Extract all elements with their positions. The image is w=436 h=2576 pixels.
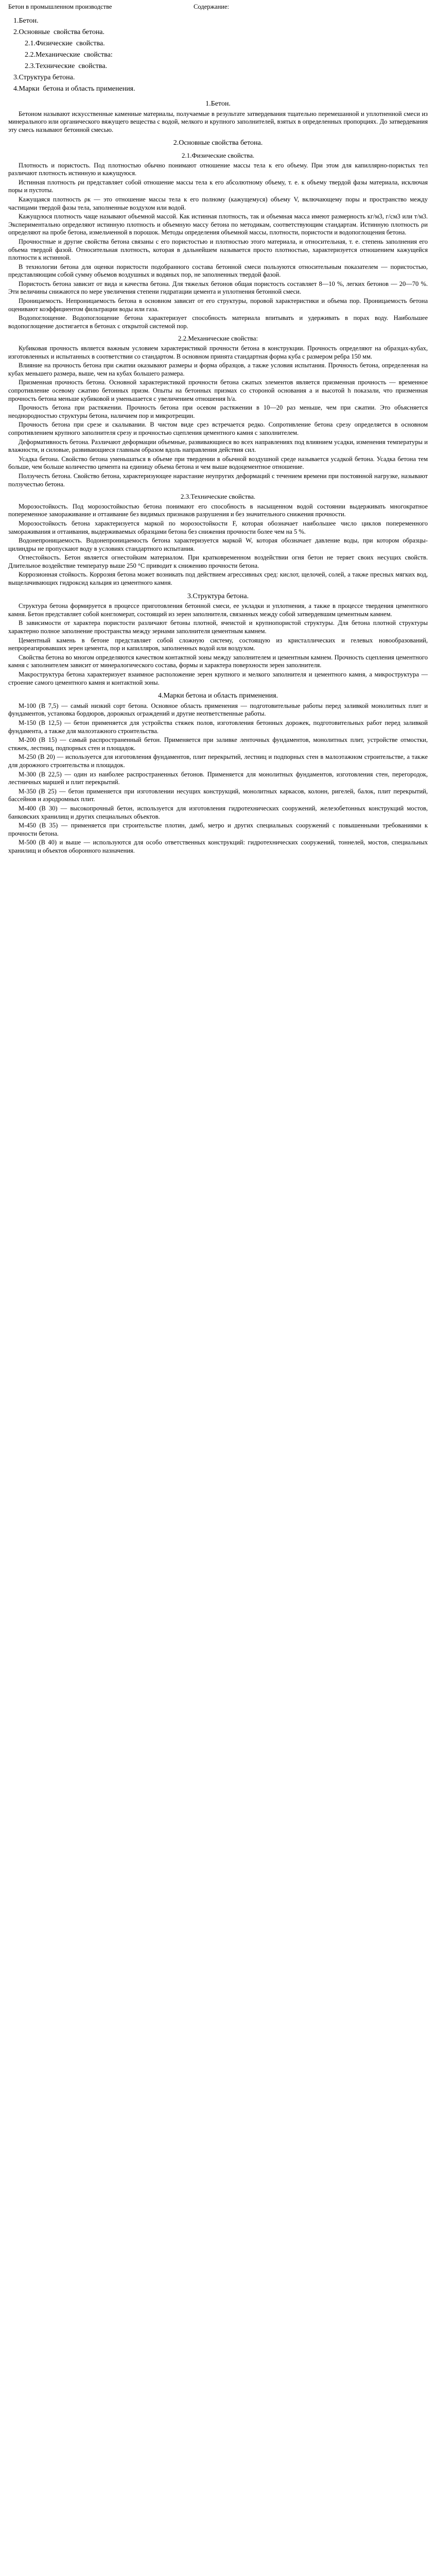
toc-item: 2.3.Технические свойства. [25,62,108,70]
paragraph: Проницаемость. Непроницаемость бетона в основном зависит от его структуры, поровой характеристики и объема пор. Проницаемость бетона оценивают коэффициентом фильтрации воды или газа. [8,297,428,313]
document-body [8,100,428,855]
paragraph: М-200 (В 15) — самый распространенный бетон. Применяется при заливке ленточных фундаментов, монолитных плит, устройстве отмостки, стяжек, лестниц, подпорных стен и площадок. [8,736,428,752]
paragraph: Морозостойкость бетона характеризуется маркой по морозостойкости F, которая обозначает наибольшее число циклов попеременного замораживания и оттаивания, выдерживаемых образцами бетона без снижения прочности более чем на 5 %. [8,519,428,535]
paragraph: М-350 (В 25) — бетон применяется при изготовлении несущих конструкций, монолитных каркасов, колонн, ригелей, балок, плит перекрытий, бассейнов и аэродромных плит. [8,787,428,803]
section-heading: 1.Бетон. [205,100,231,108]
paragraph: Огнестойкость. Бетон является огнестойким материалом. При кратковременном воздействии огня бетон не теряет своих несущих свойств. Длительное воздействие температур выше 250 °C приводит к снижению прочности бетона. [8,554,428,569]
toc-item: 1.Бетон. [13,17,39,25]
paragraph: М-100 (В 7,5) — самый низкий сорт бетона. Основное область применения — подготовительные работы перед заливкой монолитных плит и фундаментов, установка бордюров, дорожных ограждений и другие неответственные работы. [8,702,428,718]
paragraph: В технологии бетона для оценки пористости подобранного состава бетонной смеси пользуются относительным показателем — пористостью, представляющим собой сумму объемов воздушных и водяных пор, не заполненных твердой фазой. [8,263,428,279]
paragraph: Водопоглощение. Водопоглощение бетона характеризует способность материала впитывать и удерживать в порах воду. Наибольшее водопоглощение достигается в бетонах с открытой системой пор. [8,314,428,330]
section-heading: 2.Основные свойства бетона. [173,139,263,147]
paragraph: Прочность бетона при срезе и скалывании. В чистом виде срез встречается редко. Сопротивление бетона срезу определяется в основном сопротивлением крупного заполнителя срезу и прочностью сцепления цементного камня с заполнителем. [8,421,428,436]
paragraph: Свойства бетона во многом определяются качеством контактной зоны между заполнителем и цементным камнем. Прочность сцепления цементного камня с заполнителем зависит от минералогического состава, формы и характера поверхности зерен заполнителя. [8,653,428,669]
paragraph: Влияние на прочность бетона при сжатии оказывают размеры и форма образцов, а также условия испытания. Прочность бетона, определенная на кубах меньшего размера, выше, чем на кубах большего размера. [8,362,428,377]
paragraph: В зависимости от характера пористости различают бетоны плотной, ячеистой и крупнопористой структуры. Для бетона плотной структуры характерно полное заполнение пространства между зернами заполнителя цементным камнем. [8,619,428,635]
paragraph: Кубиковая прочность является важным условием характеристикой прочности бетона в конструкции. Прочность определяют на образцах-кубах, изготовленных и испытанных в соответствии со стандартом. В основном принята стандартная форма куба с размером ребра 150 мм. [8,345,428,360]
section-heading: 2.1.Физические свойства. [181,151,255,159]
toc-item: 2.2.Механические свойства: [25,51,113,59]
paragraph: Прочностные и другие свойства бетона связаны с его пористостью и плотностью этого материала, и относительная, т. е. степень заполнения его объема твердой фазой. Относительная плотность, которая в дальнейшем называется просто плотностью, характеризуется отношением кажущейся плотности к истинной. [8,238,428,262]
paragraph: Структура бетона формируется в процессе приготовления бетонной смеси, ее укладки и уплотнения, а также в процессе твердения цементного камня. Бетон представляет собой конгломерат, состоящий из зерен заполнителя, связанных между собой затвердевшим цементным камнем. [8,602,428,618]
document-title: Бетон в промышленном производстве [8,3,112,10]
paragraph: Кажущуюся плотность чаще называют объемной массой. Как истинная плотность, так и объемная масса имеют размерность кг/м3, г/см3 или т/м3. Экспериментально определяют истинную плотность и объемную массу бетона по методикам, соответствующим стандартам. Истинную плотность ρи определяют на пробе бетона, измельченной в порошок. Методы определения объемной массы, плотности, пористости и водопоглощения бетона. [8,213,428,236]
paragraph: Призменная прочность бетона. Основной характеристикой прочности бетона сжатых элементов является призменная прочность — временное сопротивление осевому сжатию бетонных призм. Опыты на бетонных призмах со стороной основания a и высотой h показали, что призменная прочность бетона меньше кубиковой и уменьшается с увеличением отношения h/a. [8,379,428,402]
table-of-contents [8,15,428,95]
paragraph: М-250 (В 20) — используется для изготовления фундаментов, плит перекрытий, лестниц и подпорных стен в малоэтажном строительстве, а также для дорожного строительства и площадок. [8,753,428,769]
paragraph: Бетоном называют искусственные каменные материалы, получаемые в результате затвердевания тщательно перемешанной и уплотненной смеси из минерального или органического вяжущего вещества с водой, мелкого и крупного заполнителей, взятых в определенных пропорциях. До затвердевания эту смесь называют бетонной смесью. [8,110,428,133]
contents-heading: Содержание: [194,3,229,10]
paragraph: М-400 (В 30) — высокопрочный бетон, используется для изготовления гидротехнических сооружений, железобетонных конструкций мостов, банковских хранилищ и других специальных объектов. [8,804,428,820]
document-header [8,3,428,12]
paragraph: М-450 (В 35) — применяется при строительстве плотин, дамб, метро и других специальных сооружений с повышенными требованиями к прочности бетона. [8,822,428,837]
paragraph: Прочность бетона при растяжении. Прочность бетона при осевом растяжении в 10—20 раз меньше, чем при сжатии. Это объясняется неоднородностью структуры бетона, наличием пор и микротрещин. [8,404,428,419]
paragraph: Морозостойкость. Под морозостойкостью бетона понимают его способность в насыщенном водой состоянии выдерживать многократное попеременное замораживание и оттаивание без видимых признаков разрушения и без значительного снижения прочности. [8,502,428,518]
section-heading: 2.3.Технические свойства. [180,493,256,501]
paragraph: Деформативность бетона. Различают деформации объемные, развивающиеся во всех направлениях под влиянием усадки, изменения температуры и влажности, и силовые, развивающиеся главным образом вдоль направления действия сил. [8,438,428,454]
section-heading: 2.2.Механические свойства: [178,334,258,343]
paragraph: Ползучесть бетона. Свойство бетона, характеризующее нарастание неупругих деформаций с течением времени при постоянной нагрузке, называют ползучестью бетона. [8,472,428,488]
section-heading: 3.Структура бетона. [187,592,249,600]
paragraph: М-500 (В 40) и выше — используются для особо ответственных конструкций: гидротехнических сооружений, тоннелей, мостов, специальных хранилищ и объектов оборонного назначения. [8,839,428,854]
paragraph: Цементный камень в бетоне представляет собой сложную систему, состоящую из кристаллических и гелевых новообразований, непрореагировавших зерен цемента, пор и капилляров, заполненных водой или воздухом. [8,636,428,652]
paragraph: Макроструктура бетона характеризует взаимное расположение зерен крупного и мелкого заполнителя и цементного камня, а микроструктура — строение самого цементного камня и контактной зоны. [8,671,428,686]
paragraph: М-300 (В 22,5) — один из наиболее распространенных бетонов. Применяется для монолитных фундаментов, изготовления стен, перегородок, лестничных маршей и плит перекрытий. [8,770,428,786]
paragraph: Кажущаяся плотность ρк — это отношение массы тела к его полному (кажущемуся) объему V, включающему поры и пространство между частицами твердой фазы тела, заполненные воздухом или водой. [8,195,428,211]
section-heading: 4.Марки бетона и область применения. [158,692,278,700]
toc-item: 4.Марки бетона и область применения. [13,85,135,93]
paragraph: Истинная плотность ρи представляет собой отношение массы тела к его абсолютному объему, т. е. к объему твердой фазы материала, исключая поры и пустоты. [8,178,428,194]
paragraph: М-150 (В 12,5) — бетон применяется для устройства стяжек полов, изготовления бетонных дорожек, подготовительных работ перед заливкой фундамента, а также для малоэтажного строительства. [8,719,428,735]
paragraph: Усадка бетона. Свойство бетона уменьшаться в объеме при твердении в обычной воздушной среде называется усадкой бетона. Усадка бетона тем больше, чем больше количество цемента на единицу объема бетона и чем выше водоцементное отношение. [8,455,428,471]
paragraph: Пористость бетона зависит от вида и качества бетона. Для тяжелых бетонов общая пористость составляет 8—10 %, легких бетонов — 20—70 %. Эти величины снижаются по мере увеличения степени гидратации цемента и уплотнения бетонной смеси. [8,280,428,296]
paragraph: Плотность и пористость. Под плотностью обычно понимают отношение массы тела к его объему. При этом для капиллярно-пористых тел различают плотность истинную и кажущуюся. [8,161,428,177]
toc-item: 3.Структура бетона. [13,74,75,81]
paragraph: Водонепроницаемость. Водонепроницаемость бетона характеризуется маркой W, которая обозначает давление воды, при котором образцы-цилиндры не пропускают воду в условиях стандартного испытания. [8,537,428,552]
toc-item: 2.Основные свойства бетона. [13,28,105,36]
document-page [8,0,428,855]
toc-item: 2.1.Физические свойства. [25,40,105,47]
paragraph: Коррозионная стойкость. Коррозия бетона может возникать под действием агрессивных сред: кислот, щелочей, солей, а также пресных мягких вод, выщелачивающих гидроксид кальция из цементного камня. [8,571,428,587]
